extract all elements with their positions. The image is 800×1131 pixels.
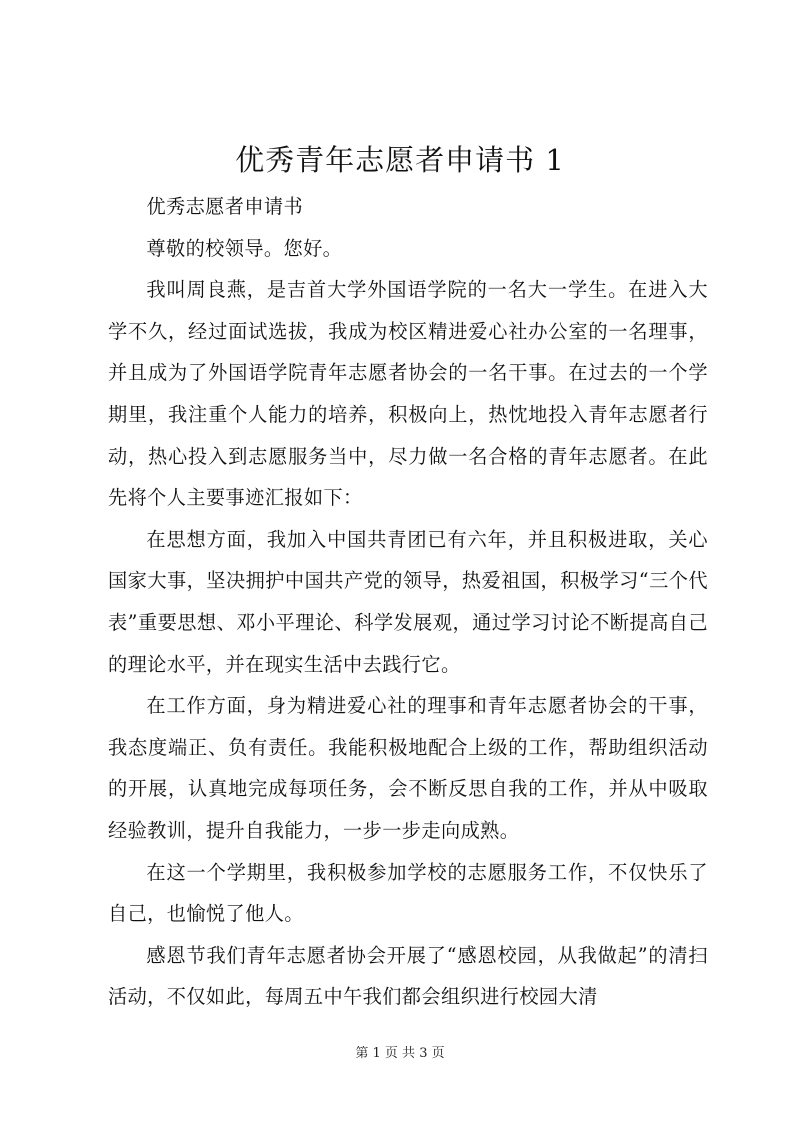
paragraph: 感恩节我们青年志愿者协会开展了“感恩校园，从我做起”的清扫活动，不仅如此，每周五中午我们都会组织进行校园大清 [108,943,708,1009]
paragraph: 尊敬的校领导。您好。 [146,236,343,260]
paragraph: 在工作方面，身为精进爱心社的理事和青年志愿者协会的干事，我态度端正、负有责任。我能积极地配合上级的工作，帮助组织活动的开展，认真地完成每项任务，会不断反思自我的工作，并从中吸取经验教训，提升自我能力，一步一步走向成熟。 [108,694,708,842]
paragraph: 在这一个学期里，我积极参加学校的志愿服务工作，不仅快乐了自己，也愉悦了他人。 [108,860,708,926]
page-footer: 第 1 页 共 3 页 [355,1046,445,1061]
document-title: 优秀青年志愿者申请书 1 [235,143,565,177]
paragraph: 优秀志愿者申请书 [146,195,304,218]
paragraph: 我叫周良燕，是吉首大学外国语学院的一名大一学生。在进入大学不久，经过面试选拔，我成为校区精进爱心社办公室的一名理事，并且成为了外国语学院青年志愿者协会的一名干事。在过去的一个学期里，我注重个人能力的培养，积极向上，热忱地投入青年志愿者行动，热心投入到志愿服务当中，尽力做一名合格的青年志愿者。在此先将个人主要事迹汇报如下： [108,278,708,510]
document-body [108,186,708,1018]
paragraph: 在思想方面，我加入中国共青团已有六年，并且积极进取，关心国家大事，坚决拥护中国共产党的领导，热爱祖国，积极学习“三个代表”重要思想、邓小平理论、科学发展观，通过学习讨论不断提高自己的理论水平，并在现实生活中去践行它。 [108,527,708,676]
